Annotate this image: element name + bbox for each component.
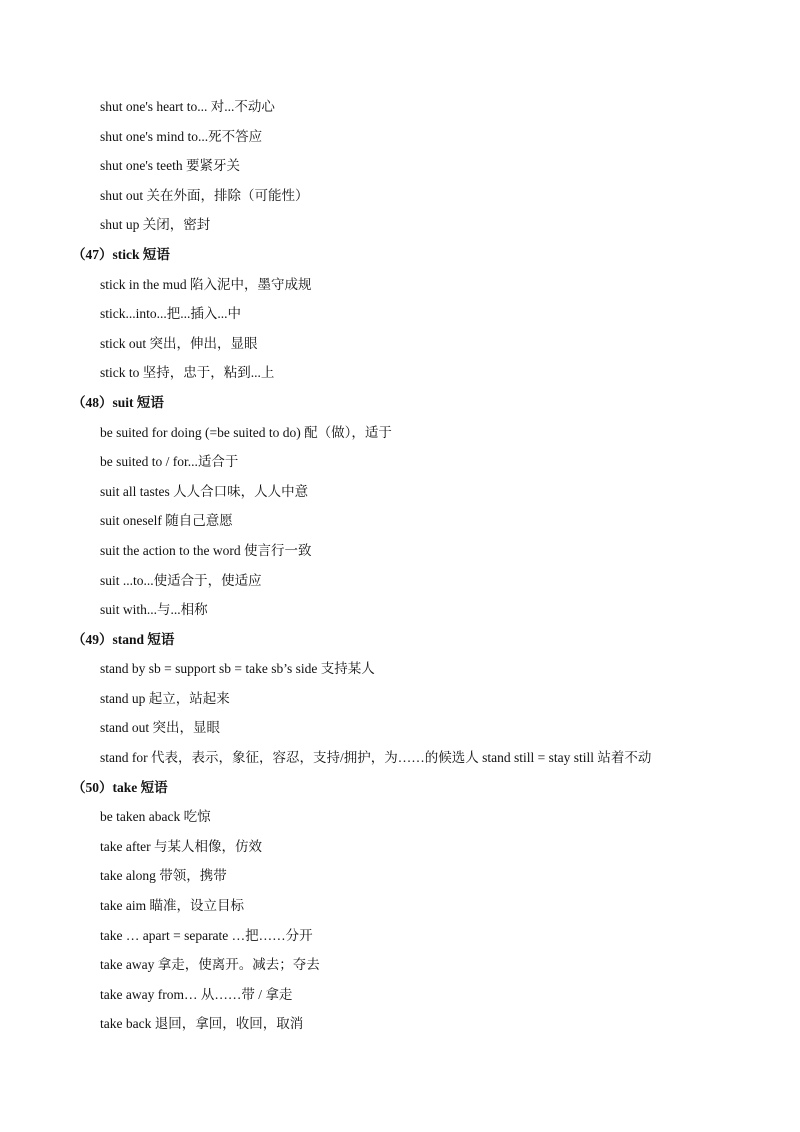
phrase-item: shut up 关闭，密封 — [100, 217, 211, 233]
section-heading: （49）stand 短语 — [72, 631, 175, 647]
phrase-item: be suited for doing (=be suited to do) 配（做），适于 — [100, 424, 392, 440]
phrase-item: shut out 关在外面，排除（可能性） — [100, 187, 309, 203]
document-page — [0, 92, 800, 1039]
section-heading: （48）suit 短语 — [72, 394, 164, 410]
section-heading: （50）take 短语 — [72, 779, 168, 795]
section-suit — [0, 388, 800, 625]
section-stick — [0, 240, 800, 388]
phrase-item: take back 退回，拿回，收回，取消 — [100, 1016, 304, 1032]
phrase-item: stick...into...把...插入...中 — [100, 306, 241, 322]
phrase-item: take after 与某人相像，仿效 — [100, 838, 262, 854]
phrase-item: suit all tastes 人人合口味，人人中意 — [100, 483, 309, 499]
phrase-item: suit the action to the word 使言行一致 — [100, 542, 312, 558]
phrase-item: suit with...与...相称 — [100, 602, 208, 618]
phrase-item: take aim 瞄准，设立目标 — [100, 898, 244, 914]
section-stand — [0, 625, 800, 773]
phrase-item: suit oneself 随自己意愿 — [100, 513, 233, 529]
phrase-item: stick in the mud 陷入泥中，墨守成规 — [100, 276, 312, 292]
phrase-item: suit ...to...使适合于，使适应 — [100, 572, 262, 588]
section-shut — [0, 92, 800, 240]
phrase-item: take along 带领，携带 — [100, 868, 227, 884]
phrase-item: stand out 突出，显眼 — [100, 720, 220, 736]
phrase-item: take away 拿走，使离开。减去；夺去 — [100, 957, 320, 973]
phrase-item: stick to 坚持，忠于，粘到...上 — [100, 365, 275, 381]
phrase-item: shut one's mind to...死不答应 — [100, 128, 263, 144]
phrase-item: be taken aback 吃惊 — [100, 809, 211, 825]
phrase-item: shut one's heart to... 对...不动心 — [100, 99, 275, 114]
phrase-item: be suited to / for...适合于 — [100, 454, 239, 470]
phrase-item: stick out 突出，伸出，显眼 — [100, 335, 258, 351]
phrase-item: take away from… 从……带 / 拿走 — [100, 986, 293, 1002]
phrase-item: stand by sb = support sb = take sb’s side 支持某人 — [100, 661, 375, 677]
phrase-item: stand for 代表，表示，象征，容忍，支持/拥护，为……的候选人 stand still = stay still 站着不动 — [100, 750, 652, 766]
phrase-item: stand up 起立，站起来 — [100, 690, 230, 706]
phrase-item: shut one's teeth 要紧牙关 — [100, 158, 241, 174]
section-heading: （47）stick 短语 — [72, 246, 170, 262]
section-take — [0, 773, 800, 1039]
phrase-item: take … apart = separate …把……分开 — [100, 927, 313, 943]
